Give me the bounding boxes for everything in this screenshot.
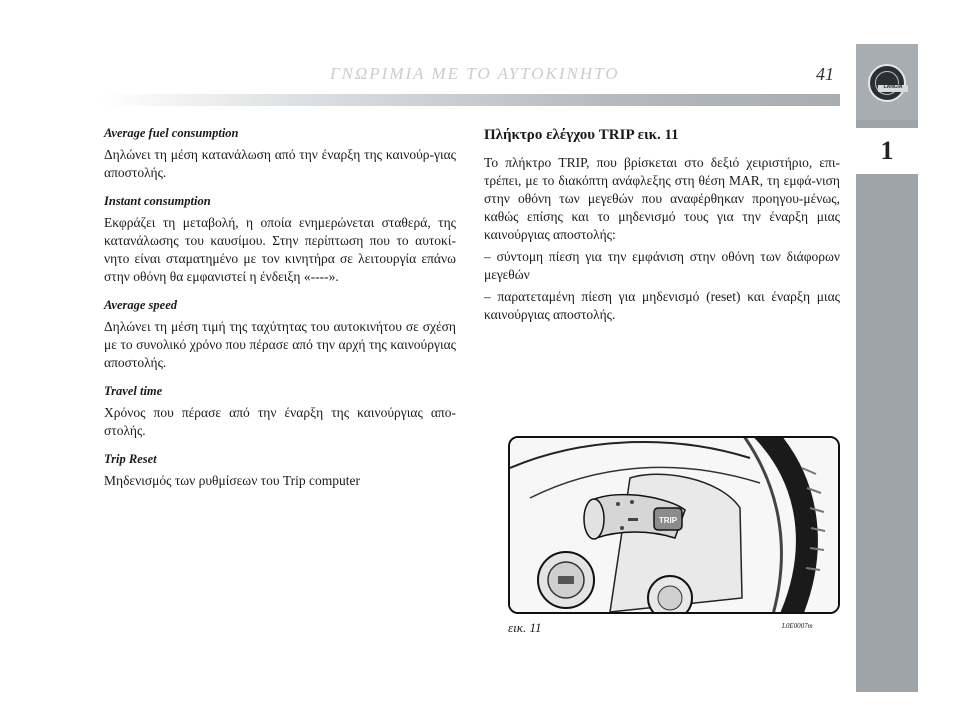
section-text: Μηδενισμός των ρυθμίσεων του Trip computer — [104, 473, 361, 488]
chapter-number: 1 — [880, 136, 894, 165]
logo-ring — [875, 71, 903, 95]
section-instant-consumption — [104, 192, 456, 286]
section-title: Πλήκτρο ελέγχου TRIP εικ. 11 — [484, 127, 679, 143]
right-column — [484, 124, 840, 328]
section-text: Δηλώνει τη μέση τιμή της ταχύτητας του αυτοκινήτου σε σχέση με το συνολικό χρόνο που πέρασε από την αρχή της καινούργιας αποστολής. — [104, 319, 456, 370]
section-heading: Trip Reset — [104, 452, 157, 466]
figure-code: L0E0007m — [782, 622, 813, 630]
section-average-speed — [104, 296, 456, 372]
logo-box — [856, 44, 918, 120]
header-rule — [100, 94, 840, 106]
section-heading: Average fuel consumption — [104, 126, 239, 140]
list-item: – σύντομη πίεση για την εμφάνιση στην οθόνη των διάφορων μεγεθών — [484, 249, 840, 282]
section-travel-time — [104, 382, 456, 440]
running-header-title: ΓΝΩΡΙΜΙΑ ΜΕ ΤΟ ΑΥΤΟΚΙΝΗΤΟ — [330, 64, 620, 83]
figure-caption: εικ. 11 — [508, 620, 542, 635]
page-number: 41 — [816, 64, 834, 84]
logo-text: LANCIA — [883, 84, 903, 90]
section-heading: Travel time — [104, 384, 163, 398]
chapter-sidebar — [856, 44, 918, 692]
intro-text: Το πλήκτρο TRIP, που βρίσκεται στο δεξιό χειριστήριο, επι-τρέπει, με το διακόπτη ανάφλεξης στη θέση MAR, τη εμφά-νιση στην οθόνη των μεγεθών που αναφέρθηκαν προηγου-μένως, καθώς επίσης και το μηδενισμό τους για την έναρξη μιας καινούργιας αποστολής: — [484, 155, 840, 242]
section-text: Δηλώνει τη μέση κατανάλωση από την έναρξη της καινούρ-γιας αποστολής. — [104, 147, 456, 180]
section-average-fuel — [104, 124, 456, 182]
section-text: Χρόνος που πέρασε από την έναρξη της καινούργιας απο-στολής. — [104, 405, 456, 438]
section-text: Εκφράζει τη μεταβολή, η οποία ενημερώνεται σταθερά, της κατανάλωσης του καυσίμου. Στην περίπτωση που το αυτοκί-νητο είναι σταματημένο με τον κινητήρα σε λειτουργία επάνω στην οθόνη θα εμφανιστεί η ένδειξη «----». — [104, 215, 456, 284]
list-item: – παρατεταμένη πίεση για μηδενισμό (reset) και έναρξη μιας καινούργιας αποστολής. — [484, 289, 840, 322]
trip-button-figure — [508, 436, 840, 614]
lancia-logo-icon — [868, 64, 906, 102]
section-trip-reset — [104, 450, 456, 490]
section-heading: Average speed — [104, 298, 178, 312]
section-heading: Instant consumption — [104, 194, 211, 208]
steering-column-illustration — [510, 438, 838, 612]
trip-button-label: TRIP — [658, 516, 678, 525]
left-column — [104, 124, 456, 500]
chapter-tab[interactable] — [856, 128, 918, 174]
